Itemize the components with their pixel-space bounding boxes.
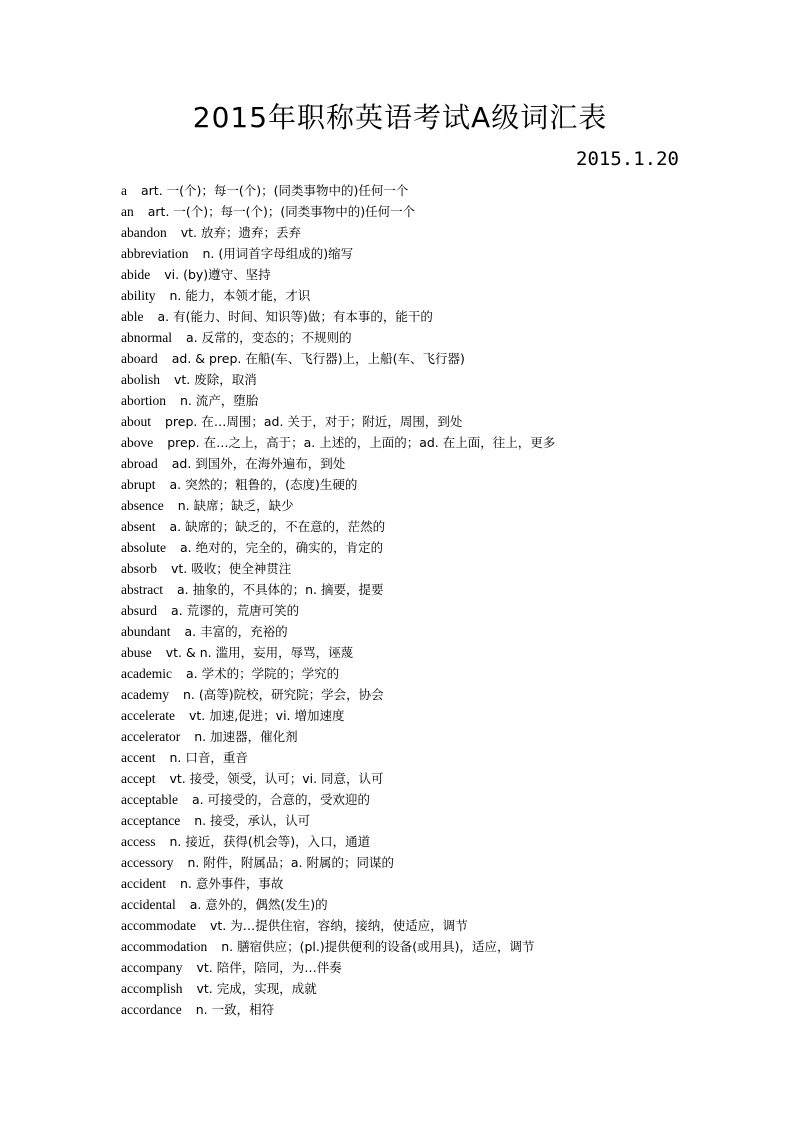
entry-word: accept <box>121 771 156 786</box>
vocabulary-entry <box>121 369 721 390</box>
vocabulary-entry <box>121 789 721 810</box>
vocabulary-entry <box>121 453 721 474</box>
entry-definition: n. 能力，本领才能，才识 <box>169 288 311 303</box>
entry-word: accessory <box>121 855 174 870</box>
entry-definition: n. 接近，获得(机会等)，入口，通道 <box>169 834 371 849</box>
vocabulary-entry <box>121 642 721 663</box>
entry-definition: n. 意外事件，事故 <box>179 876 284 891</box>
entry-definition: vt. 吸收；使全神贯注 <box>171 561 292 576</box>
entry-word: academic <box>121 666 172 681</box>
entry-word: accelerator <box>121 729 181 744</box>
entry-word: an <box>121 204 134 219</box>
entry-definition: n. 膳宿供应；(pl.)提供便利的设备(或用具)，适应，调节 <box>221 939 535 954</box>
entry-word: accelerate <box>121 708 175 723</box>
vocabulary-entry <box>121 810 721 831</box>
entry-word: accidental <box>121 897 176 912</box>
vocabulary-entry <box>121 327 721 348</box>
vocabulary-entry <box>121 222 721 243</box>
entry-definition: vt. 接受，领受，认可；vi. 同意，认可 <box>169 771 384 786</box>
entry-definition: n. 加速器，催化剂 <box>194 729 298 744</box>
entry-definition: vi. (by)遵守、坚持 <box>164 267 271 282</box>
entry-definition: ad. 到国外，在海外遍布，到处 <box>171 456 346 471</box>
entry-word: accordance <box>121 1002 182 1017</box>
entry-word: absurd <box>121 603 157 618</box>
entry-word: abolish <box>121 372 160 387</box>
entry-definition: a. 突然的；粗鲁的，(态度)生硬的 <box>169 477 358 492</box>
vocabulary-entry <box>121 726 721 747</box>
entry-definition: a. 荒谬的，荒唐可笑的 <box>171 603 300 618</box>
entry-definition: n. (用词首字母组成的)缩写 <box>202 246 354 261</box>
vocabulary-entry <box>121 285 721 306</box>
entry-word: abrupt <box>121 477 156 492</box>
entry-definition: a. 丰富的，充裕的 <box>184 624 288 639</box>
entry-definition: n. 一致，相符 <box>195 1002 275 1017</box>
entry-definition: a. 缺席的；缺乏的，不在意的，茫然的 <box>169 519 386 534</box>
entry-word: abuse <box>121 645 152 660</box>
entry-word: accomplish <box>121 981 183 996</box>
entry-definition: n. 口音，重音 <box>169 750 248 765</box>
entry-definition: n. 接受，承认，认可 <box>194 813 311 828</box>
entry-definition: vt. 陪伴，陪同，为…伴奏 <box>196 960 342 975</box>
entry-word: accommodation <box>121 939 208 954</box>
entry-word: absorb <box>121 561 157 576</box>
vocabulary-entry <box>121 558 721 579</box>
document-date: 2015.1.20 <box>576 148 679 170</box>
entry-definition: n. 流产，堕胎 <box>180 393 259 408</box>
vocabulary-entry <box>121 411 721 432</box>
vocabulary-entry <box>121 831 721 852</box>
vocabulary-entry <box>121 852 721 873</box>
vocabulary-entry <box>121 999 721 1020</box>
entry-definition: a. 学术的；学院的；学究的 <box>185 666 340 681</box>
entry-word: able <box>121 309 144 324</box>
vocabulary-entry <box>121 432 721 453</box>
vocabulary-entry <box>121 201 721 222</box>
entry-definition: a. 反常的，变态的；不规则的 <box>185 330 352 345</box>
vocabulary-entry <box>121 348 721 369</box>
vocabulary-entry <box>121 180 721 201</box>
entry-definition: vt. 为…提供住宿，容纳，接纳，使适应，调节 <box>209 918 468 933</box>
entry-word: aboard <box>121 351 158 366</box>
entry-definition: vt. & n. 滥用，妄用，辱骂，诬蔑 <box>165 645 354 660</box>
vocabulary-entry <box>121 957 721 978</box>
vocabulary-entry <box>121 705 721 726</box>
entry-definition: vt. 加速,促进；vi. 增加速度 <box>188 708 345 723</box>
entry-word: about <box>121 414 151 429</box>
vocabulary-entry <box>121 537 721 558</box>
entry-definition: art. 一(个)；每一(个)；(同类事物中的)任何一个 <box>141 183 409 198</box>
vocabulary-entry <box>121 495 721 516</box>
entry-word: accident <box>121 876 166 891</box>
vocabulary-entry <box>121 243 721 264</box>
vocabulary-entry <box>121 474 721 495</box>
entry-word: acceptance <box>121 813 181 828</box>
entry-definition: art. 一(个)；每一(个)；(同类事物中的)任何一个 <box>147 204 416 219</box>
vocabulary-entry <box>121 264 721 285</box>
entry-definition: vt. 废除，取消 <box>174 372 257 387</box>
entry-word: abortion <box>121 393 166 408</box>
entry-definition: vt. 放弃；遗弃；丢弃 <box>180 225 301 240</box>
entry-definition: vt. 完成，实现，成就 <box>196 981 317 996</box>
entry-word: absolute <box>121 540 166 555</box>
vocabulary-entry <box>121 684 721 705</box>
entry-definition: ad. & prep. 在船(车、飞行器)上，上船(车、飞行器) <box>171 351 465 366</box>
vocabulary-list <box>121 180 721 1020</box>
vocabulary-entry <box>121 390 721 411</box>
entry-definition: n. 缺席；缺乏，缺少 <box>177 498 294 513</box>
vocabulary-entry <box>121 978 721 999</box>
entry-definition: prep. 在…周围；ad. 关于，对于；附近，周围，到处 <box>165 414 463 429</box>
entry-word: abnormal <box>121 330 172 345</box>
entry-word: access <box>121 834 156 849</box>
vocabulary-entry <box>121 663 721 684</box>
entry-definition: a. 可接受的，合意的，受欢迎的 <box>191 792 371 807</box>
vocabulary-entry <box>121 621 721 642</box>
vocabulary-entry <box>121 936 721 957</box>
entry-definition: n. (高等)院校，研究院；学会，协会 <box>182 687 384 702</box>
entry-word: a <box>121 183 127 198</box>
entry-definition: a. 绝对的，完全的，确实的，肯定的 <box>180 540 384 555</box>
entry-word: abandon <box>121 225 167 240</box>
vocabulary-entry <box>121 600 721 621</box>
entry-word: above <box>121 435 154 450</box>
entry-word: abstract <box>121 582 163 597</box>
entry-word: ability <box>121 288 156 303</box>
vocabulary-entry <box>121 516 721 537</box>
entry-word: abroad <box>121 456 158 471</box>
vocabulary-entry <box>121 894 721 915</box>
entry-word: abide <box>121 267 151 282</box>
entry-word: accommodate <box>121 918 196 933</box>
entry-definition: a. 意外的，偶然(发生)的 <box>189 897 328 912</box>
entry-word: accompany <box>121 960 183 975</box>
entry-word: abbreviation <box>121 246 189 261</box>
entry-word: academy <box>121 687 169 702</box>
vocabulary-entry <box>121 306 721 327</box>
vocabulary-entry <box>121 768 721 789</box>
entry-word: absence <box>121 498 164 513</box>
entry-definition: prep. 在…之上，高于；a. 上述的，上面的；ad. 在上面，往上，更多 <box>167 435 556 450</box>
entry-word: acceptable <box>121 792 178 807</box>
vocabulary-entry <box>121 747 721 768</box>
vocabulary-entry <box>121 873 721 894</box>
entry-definition: a. 抽象的，不具体的；n. 摘要，提要 <box>176 582 384 597</box>
entry-definition: a. 有(能力、时间、知识等)做；有本事的，能干的 <box>157 309 433 324</box>
vocabulary-entry <box>121 915 721 936</box>
entry-word: absent <box>121 519 156 534</box>
document-title: 2015年职称英语考试A级词汇表 <box>192 101 608 134</box>
vocabulary-entry <box>121 579 721 600</box>
entry-definition: n. 附件，附属品；a. 附属的；同谋的 <box>187 855 394 870</box>
entry-word: abundant <box>121 624 171 639</box>
entry-word: accent <box>121 750 156 765</box>
